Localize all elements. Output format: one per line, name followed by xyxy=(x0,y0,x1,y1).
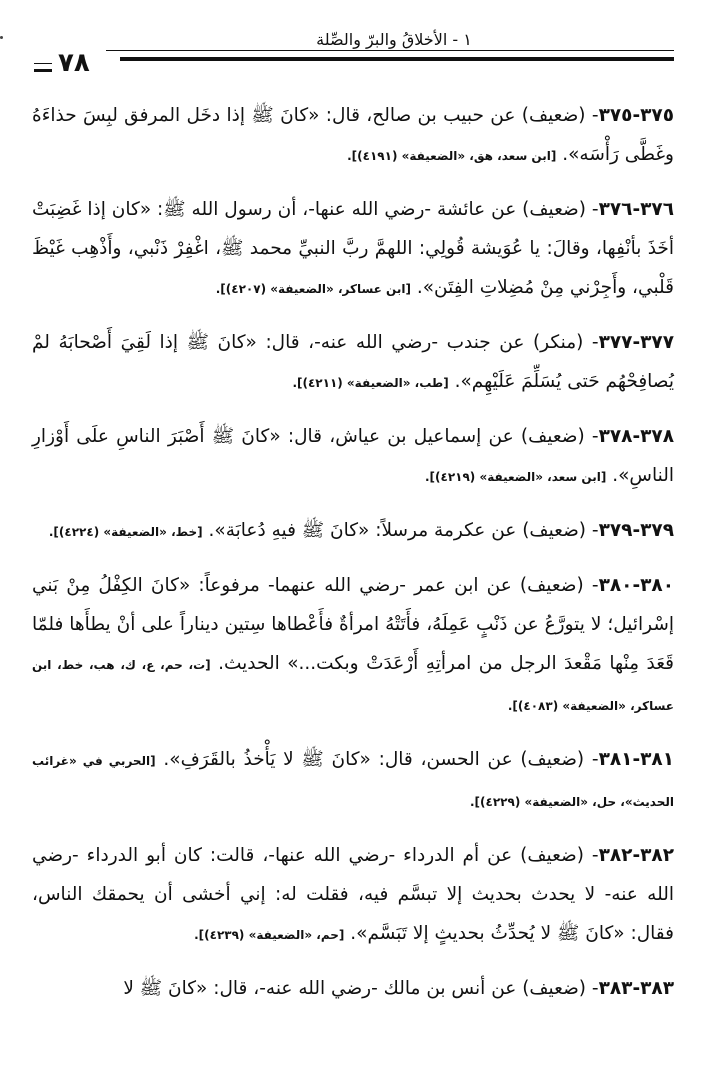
running-title: ١ - الأخلاقُ والبرّ والصِّلة xyxy=(316,30,472,49)
hadith-entry xyxy=(32,190,674,309)
hadith-number: ٣٨٢-٣٨٢ xyxy=(598,845,674,866)
hadith-text: - (ضعيف) عن أنس بن مالك -رضي الله عنه-، قال: «كانَ ﷺ لا xyxy=(123,978,599,999)
hadith-citation: [حم، «الضعيفة» (٤٢٣٩)]. xyxy=(194,928,345,942)
hadith-citation: [ت، حم، ع، ك، هب، خط، ابن عساكر، «الضعيفة» (٤٠٨٣)]. xyxy=(32,658,674,713)
header-rule-thin xyxy=(106,50,674,51)
scan-mark xyxy=(0,36,3,39)
page-body xyxy=(32,96,674,1022)
hadith-entry xyxy=(32,417,674,497)
hadith-number: ٣٧٧-٣٧٧ xyxy=(598,332,674,353)
hadith-number: ٣٧٨-٣٧٨ xyxy=(598,426,674,447)
page-number: ٧٨ xyxy=(58,48,90,78)
hadith-citation: [ابن سعد، «الضعيفة» (٤٢١٩)]. xyxy=(424,470,607,484)
header-rule-thick xyxy=(120,57,674,61)
hadith-text: - (ضعيف) عن الحسن، قال: «كانَ ﷺ لا يَأْخذُ بالقَرَفِ». xyxy=(163,749,599,770)
hadith-entry xyxy=(32,836,674,955)
hadith-number: ٣٨٠-٣٨٠ xyxy=(598,575,674,596)
hadith-text: - (ضعيف) عن ابن عمر -رضي الله عنهما- مرفوعاً: «كانَ الكِفْلُ مِنْ بَني إسْرائيل؛ لا يتورَّعُ عن ذَنْبٍ عَمِلَهُ، فأَتَتْهُ امرأةٌ فأَعْطاها سِتين ديناراً على أنْ يطأَها فلمّا قَعَدَ مِنْها مَقْعدَ الرجل من امرأتِهِ أَرْعَدَتْ وبكت...» الحديث. xyxy=(32,575,675,674)
hadith-citation: [ابن عساكر، «الضعيفة» (٤٢٠٧)]. xyxy=(215,282,411,296)
hadith-citation: [طب، «الضعيفة» (٤٢١١)]. xyxy=(292,376,449,390)
hadith-entry xyxy=(32,740,674,822)
hadith-text: - (منكر) عن جندب -رضي الله عنه-، قال: «كانَ ﷺ إذا لَقِيَ أَصْحابَهُ لمْ يُصافِحْهُم حَتى يُسَلِّمَ عَلَيْهِم». xyxy=(32,332,674,392)
hadith-number: ٣٧٥-٣٧٥ xyxy=(598,105,674,126)
hadith-text: - (ضعيف) عن أم الدرداء -رضي الله عنها-، قالت: كان أبو الدرداء -رضي الله عنه- لا يحدث بحديث إلا تبسَّم فيه، فقلت له: إني أخشى أن يحمقك الناس، فقال: «كانَ ﷺ لا يُحدِّثُ بحديثٍ إلا تَبَسَّم». xyxy=(32,845,674,944)
hadith-entry xyxy=(32,96,674,176)
hadith-text: - (ضعيف) عن عائشة -رضي الله عنها-، أن رسول الله ﷺ: «كان إذا غَضِبَتْ أخَذَ بأنْفِها، وقالَ: يا عُوَيشة قُولِي: اللهمَّ ربَّ النبيِّ محمد ﷺ، اغْفِرْ ذَنْبي، وأَذْهِب غَيْظَ قَلْبي، وأَجِرْني مِنْ مُضِلاتِ الفِتَن». xyxy=(32,199,674,298)
hadith-number: ٣٧٦-٣٧٦ xyxy=(598,199,674,220)
hadith-citation: [الحربي في «غرائب الحديث»، حل، «الضعيفة» (٤٢٢٩)]. xyxy=(32,754,674,809)
header-rule-left-thick xyxy=(34,69,52,72)
hadith-citation: [خط، «الضعيفة» (٤٢٢٤)]. xyxy=(48,525,203,539)
hadith-entry xyxy=(32,969,674,1008)
header-rule-left-thin xyxy=(34,63,52,64)
hadith-number: ٣٨٣-٣٨٣ xyxy=(598,978,674,999)
hadith-number: ٣٨١-٣٨١ xyxy=(598,749,674,770)
page-header xyxy=(34,30,674,82)
hadith-entry xyxy=(32,323,674,403)
hadith-entry xyxy=(32,511,674,552)
hadith-text: - (ضعيف) عن عكرمة مرسلاً: «كانَ ﷺ فيهِ دُعابَة». xyxy=(208,520,599,541)
hadith-entry xyxy=(32,566,674,726)
hadith-text: - (ضعيف) عن حبيب بن صالح، قال: «كانَ ﷺ إذا دخَل المرفق لبِسَ حذاءَهُ وغَطَّى رَأْسَه». xyxy=(32,105,674,165)
hadith-citation: [ابن سعد، هق، «الضعيفة» (٤١٩١)]. xyxy=(347,149,557,163)
hadith-number: ٣٧٩-٣٧٩ xyxy=(598,520,674,541)
hadith-text: - (ضعيف) عن إسماعيل بن عياش، قال: «كانَ ﷺ أَصْبَرَ الناسِ علَى أَوْزارِ الناسِ». xyxy=(32,426,674,486)
